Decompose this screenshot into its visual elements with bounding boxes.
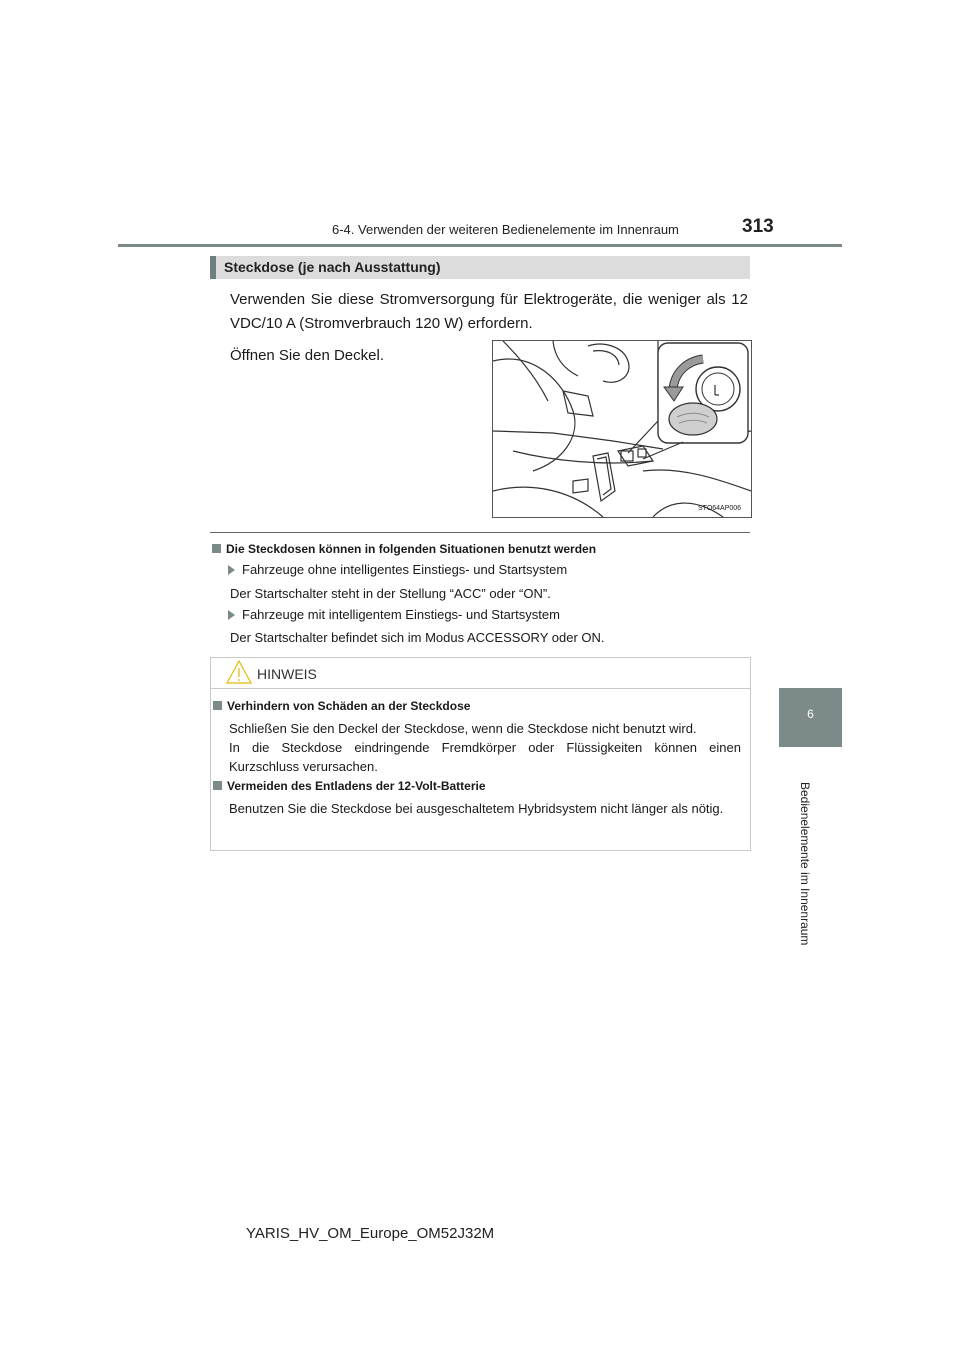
notice-header-rule — [210, 688, 751, 689]
step-instruction: Öffnen Sie den Deckel. — [230, 347, 384, 364]
note-condition-1 — [228, 562, 567, 577]
note-heading — [212, 542, 596, 556]
section-title: Steckdose (je nach Ausstattung) — [224, 259, 441, 275]
running-header-title: 6-4. Verwenden der weiteren Bedienelemente im Innenraum — [332, 222, 679, 237]
section-divider — [210, 532, 750, 533]
notice-item-1-text: Schließen Sie den Deckel der Steckdose, wenn die Steckdose nicht benutzt wird. In die Steckdose eindringende Fremdkörper oder Flüssigkeiten können einen Kurzschluss verursachen. — [229, 721, 741, 774]
warning-triangle-icon — [226, 659, 252, 690]
chapter-number: 6 — [807, 707, 814, 721]
square-bullet-icon — [212, 544, 221, 553]
illustration-code: STO64AP006 — [698, 505, 742, 512]
notice-label: HINWEIS — [257, 666, 317, 682]
notice-item-2-heading-text: Vermeiden des Entladens der 12-Volt-Batterie — [227, 779, 486, 793]
notice-item-1-heading — [213, 699, 470, 713]
note-heading-text: Die Steckdosen können in folgenden Situationen benutzt werden — [226, 542, 597, 556]
square-bullet-icon — [213, 781, 222, 790]
note-text-1: Der Startschalter steht in der Stellung “ACC” oder “ON”. — [230, 586, 551, 601]
chapter-label: Bedienelemente im Innenraum — [798, 782, 812, 946]
note-condition-2 — [228, 607, 560, 622]
note-text-2: Der Startschalter befindet sich im Modus ACCESSORY oder ON. — [230, 630, 605, 645]
square-bullet-icon — [213, 701, 222, 710]
notice-item-2-text: Benutzen Sie die Steckdose bei ausgeschaltetem Hybridsystem nicht länger als nötig. — [229, 801, 724, 816]
notice-item-1-heading-text: Verhindern von Schäden an der Steckdose — [227, 699, 471, 713]
power-outlet-illustration — [492, 340, 752, 518]
note-condition-1-text: Fahrzeuge ohne intelligentes Einstiegs- und Startsystem — [242, 562, 568, 577]
page-number: 313 — [742, 216, 774, 237]
triangle-bullet-icon — [228, 610, 235, 620]
triangle-bullet-icon — [228, 565, 235, 575]
note-condition-2-text: Fahrzeuge mit intelligentem Einstiegs- und Startsystem — [242, 607, 560, 622]
dashboard-drawing — [493, 341, 751, 517]
footer-document-code: YARIS_HV_OM_Europe_OM52J32M — [246, 1225, 495, 1242]
section-heading-accent — [210, 256, 216, 279]
header-rule — [118, 244, 842, 247]
notice-item-2-heading — [213, 779, 486, 793]
chapter-tab — [779, 688, 842, 747]
intro-paragraph: Verwenden Sie diese Stromversorgung für Elektrogeräte, die weniger als 12 VDC/10 A (Stromverbrauch 120 W) erfordern. — [230, 291, 748, 332]
